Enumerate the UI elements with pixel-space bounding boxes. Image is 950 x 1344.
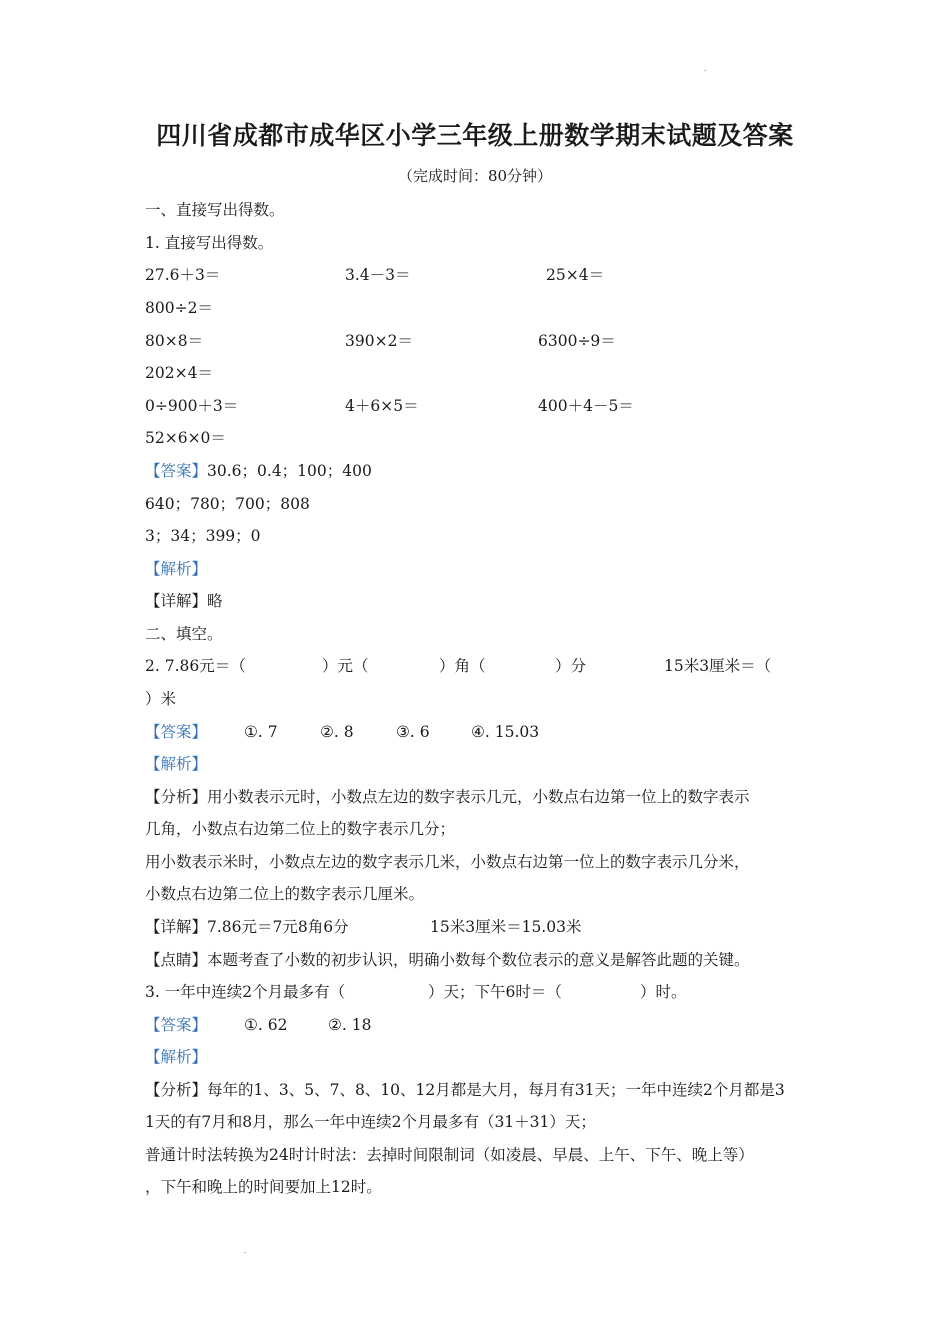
q1-item: 400＋4－5＝ bbox=[538, 397, 634, 415]
q2-fenxi-line: 几角，小数点右边第二位上的数字表示几分； bbox=[145, 820, 456, 838]
q2-answer: ③. 6 bbox=[396, 723, 430, 741]
q2-text: ）分 bbox=[555, 657, 587, 675]
q2-dianjing-text: 本题考查了小数的初步认识，明确小数每个数位表示的意义是解答此题的关键。 bbox=[207, 951, 750, 969]
q1-item: 6300÷9＝ bbox=[538, 332, 616, 350]
q1-item: 4＋6×5＝ bbox=[345, 397, 419, 415]
q1-prompt: 1. 直接写出得数。 bbox=[145, 234, 274, 252]
q1-detail-text: 略 bbox=[207, 592, 223, 610]
answer-tag: 【答案】 bbox=[145, 723, 208, 741]
section-1-heading: 一、直接写出得数。 bbox=[145, 201, 285, 219]
q1-answer bbox=[145, 460, 372, 482]
fenxi-tag: 【分析】 bbox=[145, 1081, 208, 1099]
q2-fenxi-line: 用小数表示米时，小数点左边的数字表示几米，小数点右边第一位上的数字表示几分米， bbox=[145, 853, 750, 871]
analysis-tag: 【解析】 bbox=[145, 560, 208, 578]
q1-item: 800÷2＝ bbox=[145, 299, 213, 317]
q3-text: ）时。 bbox=[640, 983, 687, 1001]
analysis-tag: 【解析】 bbox=[145, 1048, 208, 1066]
completion-time: （完成时间：80分钟） bbox=[397, 167, 553, 185]
q3-fenxi-line: 每年的1、3、5、7、8、10、12月都是大月，每月有31天；一年中连续2个月都是3 bbox=[207, 1081, 785, 1099]
q2-answer: ①. 7 bbox=[244, 723, 278, 741]
q2-detail-b: 15米3厘米＝15.03米 bbox=[430, 918, 582, 936]
q3-answer: ①. 62 bbox=[244, 1016, 288, 1034]
q3-fenxi-line: ，下午和晚上的时间要加上12时。 bbox=[145, 1178, 382, 1196]
q1-answer-line: 30.6；0.4；100；400 bbox=[207, 462, 372, 480]
q3-answer: ②. 18 bbox=[328, 1016, 372, 1034]
q2-fenxi-line: 用小数表示元时，小数点左边的数字表示几元，小数点右边第一位上的数字表示 bbox=[207, 788, 750, 806]
q2-answer: ④. 15.03 bbox=[471, 723, 540, 741]
footer-mark bbox=[244, 1252, 246, 1253]
detail-tag: 【详解】 bbox=[145, 592, 208, 610]
q2-answer: ②. 8 bbox=[320, 723, 354, 741]
analysis-tag: 【解析】 bbox=[145, 755, 208, 773]
detail-tag: 【详解】 bbox=[145, 918, 208, 936]
q2-text: ）元（ bbox=[322, 657, 369, 675]
corner-mark bbox=[704, 70, 706, 71]
q3-fenxi-line: 普通计时法转换为24时计时法：去掉时间限制词（如凌晨、早晨、上午、下午、晚上等） bbox=[145, 1146, 754, 1164]
q1-item: 3.4－3＝ bbox=[345, 266, 411, 284]
fenxi-tag: 【分析】 bbox=[145, 788, 208, 806]
answer-tag: 【答案】 bbox=[145, 462, 208, 480]
q2-text: 15米3厘米＝（ bbox=[664, 657, 772, 675]
q1-item: 80×8＝ bbox=[145, 332, 204, 350]
q2-detail-a: 7.86元＝7元8角6分 bbox=[207, 918, 349, 936]
q1-item: 27.6＋3＝ bbox=[145, 266, 221, 284]
q1-item: 202×4＝ bbox=[145, 364, 213, 382]
q3-fenxi bbox=[145, 1079, 785, 1101]
q2-text: ）角（ bbox=[439, 657, 486, 675]
q3-text: 3. 一年中连续2个月最多有（ bbox=[145, 983, 346, 1001]
q2-text: ）米 bbox=[145, 690, 177, 708]
q2-detail bbox=[145, 916, 349, 938]
page-title: 四川省成都市成华区小学三年级上册数学期末试题及答案 bbox=[156, 121, 794, 150]
q3-text: ）天；下午6时＝（ bbox=[428, 983, 562, 1001]
q3-fenxi-line: 1天的有7月和8月，那么一年中连续2个月最多有（31＋31）天； bbox=[145, 1113, 596, 1131]
q1-item: 390×2＝ bbox=[345, 332, 413, 350]
q2-fenxi bbox=[145, 786, 750, 808]
q1-item: 25×4＝ bbox=[546, 266, 605, 284]
q1-answer-line: 3；34；399；0 bbox=[145, 527, 261, 545]
q1-item: 0÷900＋3＝ bbox=[145, 397, 239, 415]
q2-fenxi-line: 小数点右边第二位上的数字表示几厘米。 bbox=[145, 885, 425, 903]
q1-item: 52×6×0＝ bbox=[145, 429, 226, 447]
section-2-heading: 二、填空。 bbox=[145, 625, 223, 643]
answer-tag: 【答案】 bbox=[145, 1016, 208, 1034]
q1-answer-line: 640；780；700；808 bbox=[145, 495, 310, 513]
q2-dianjing bbox=[145, 949, 750, 971]
q2-text: 2. 7.86元＝（ bbox=[145, 657, 246, 675]
q1-detail bbox=[145, 590, 223, 612]
dianjing-tag: 【点睛】 bbox=[145, 951, 208, 969]
